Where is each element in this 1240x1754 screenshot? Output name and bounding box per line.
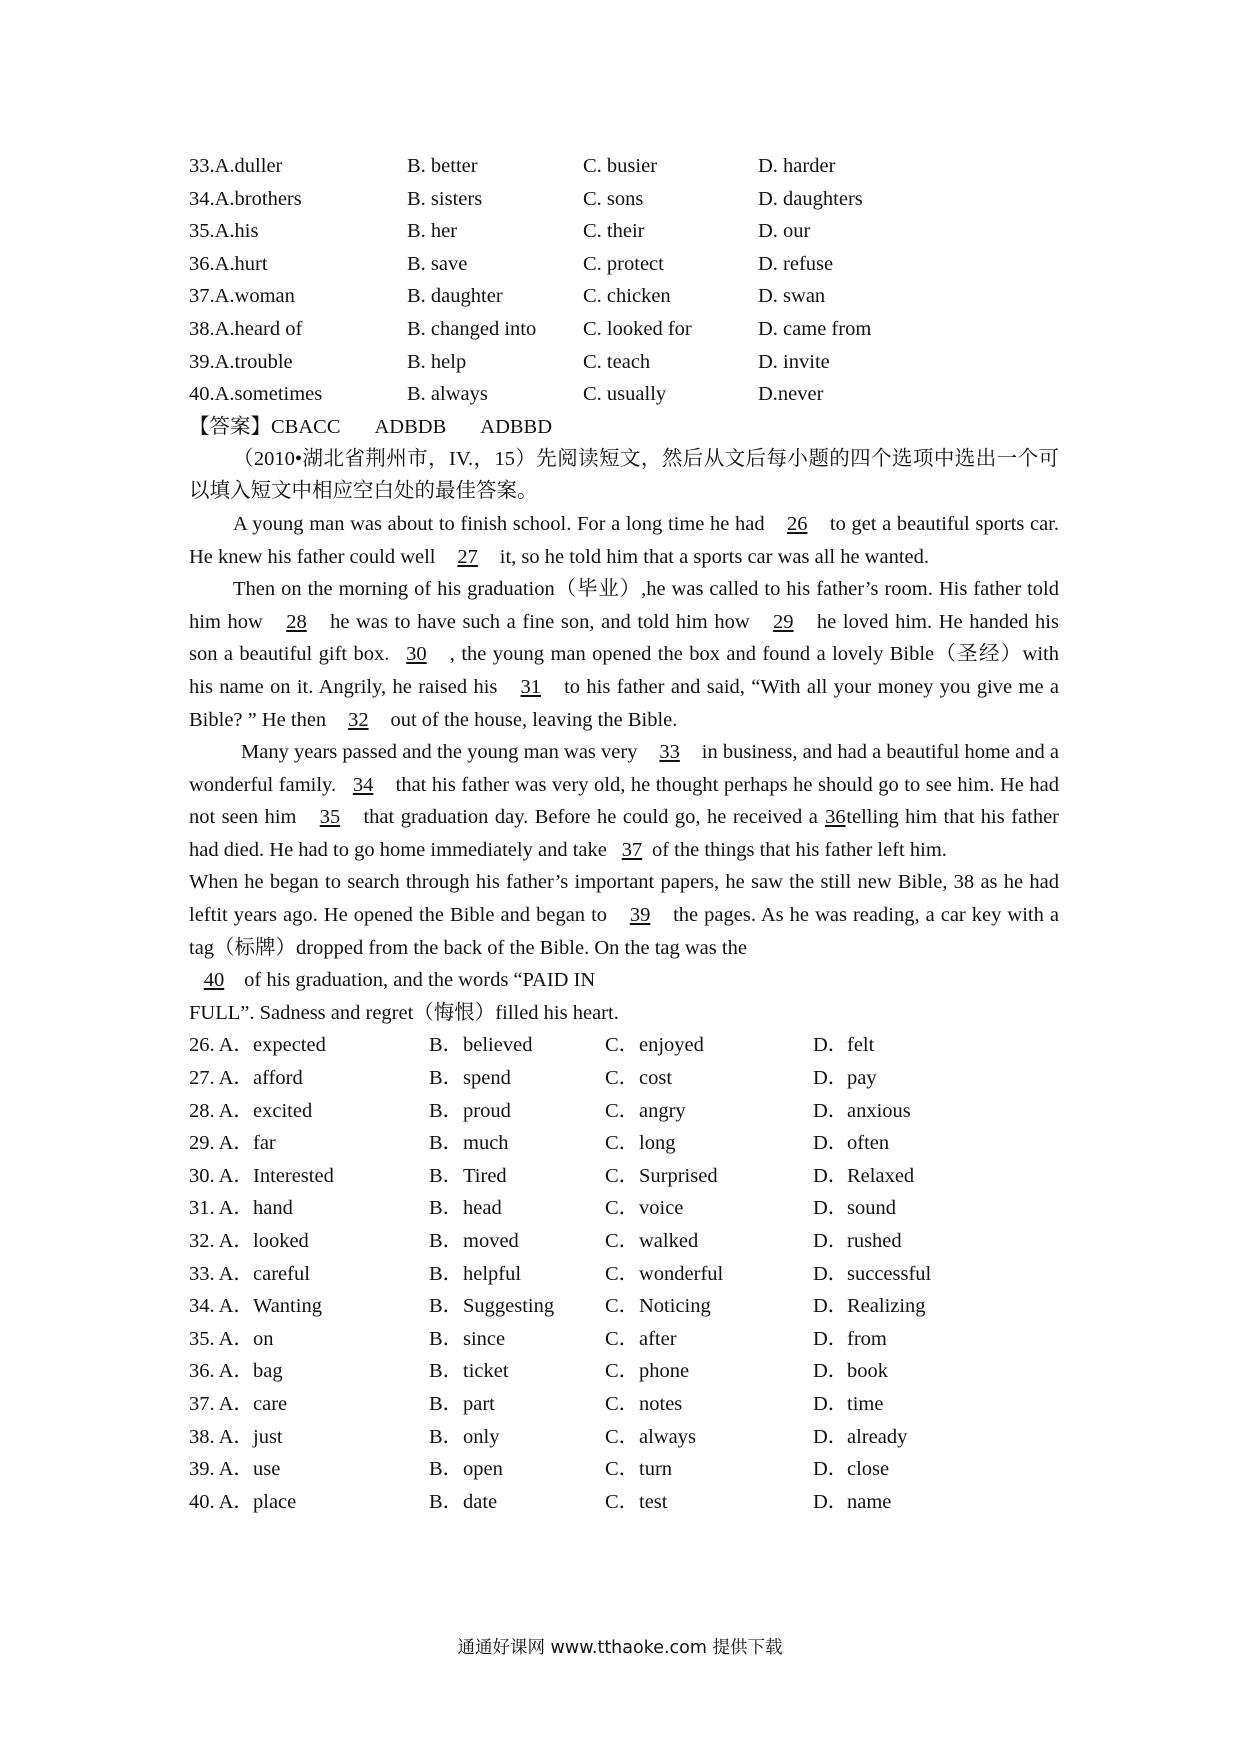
blank-30: 30 <box>406 643 427 666</box>
option-row: 27. A． afford B． spend C． cost D． pay <box>189 1067 877 1090</box>
option-row: 38. A． just B． only C． always D． already <box>189 1425 908 1448</box>
option-row: 35. A． on B． since C． after D． from <box>189 1327 887 1350</box>
blank-28: 28 <box>286 610 307 633</box>
answer-label: 【答案】CBACC <box>189 415 341 438</box>
option-row: 31. A． hand B． head C． voice D． sound <box>189 1197 896 1220</box>
option-row: 33.A.duller B. better C. busier D. harder <box>189 155 836 177</box>
blank-35: 35 <box>319 806 341 829</box>
answer-group-3: ADBBD <box>480 415 553 438</box>
option-row: 26. A． expected B． believed C． enjoyed D． felt <box>189 1034 875 1057</box>
blank-36: 36 <box>825 806 846 829</box>
blank-32: 32 <box>348 708 369 731</box>
page-footer: 通通好课网 www.tthaoke.com 提供下载 <box>457 1638 783 1658</box>
option-row: 40.A.sometimes B. always C. usually D.never <box>189 383 824 406</box>
blank-27: 27 <box>457 545 478 568</box>
option-row: 35.A.his B. her C. their D. our <box>189 220 811 243</box>
blank-31: 31 <box>520 675 542 698</box>
blank-29: 29 <box>773 610 794 633</box>
option-row: 29. A． far B． much C． long D． often <box>189 1132 890 1155</box>
blank-37: 37 <box>621 838 643 861</box>
option-row: 30. A． Interested B． Tired C． Surprised D． Relaxed <box>189 1164 915 1187</box>
option-row: 39. A． use B． open C． turn D． close <box>189 1458 890 1481</box>
option-row: 39.A.trouble B. help C. teach D. invite <box>189 350 830 373</box>
passage-paragraph-2: Then on the morning of his graduation（毕业）,he was called to his father’s room. His father told him how 28 he was to have such a fine son, and told him how 29 he loved him. He handed his son a beautiful gift box. 30 , the young man opened the box and found a lovely Bible（圣经）with his name on it. Angrily, he raised his 31 to his father and said, “With all your money you give me a Bible? ” He then 32 out of the house, leaving the Bible. <box>189 573 1059 736</box>
options-list-2 <box>189 1029 1059 1518</box>
answer-key <box>189 411 1059 443</box>
option-row: 34. A． Wanting B． Suggesting C． Noticing D． Realizing <box>189 1295 926 1318</box>
instructions: （2010•湖北省荆州市，IV.，15）先阅读短文，然后从文后每小题的四个选项中选出一个可以填入短文中相应空白处的最佳答案。 <box>189 447 1059 503</box>
answer-group-2: ADBDB <box>374 415 447 438</box>
option-row: 34.A.brothers B. sisters C. sons D. daughters <box>189 187 863 210</box>
passage-paragraph-1: A young man was about to finish school. For a long time he had 26 to get a beautiful sports car. He knew his father could well 27 it, so he told him that a sports car was all he wanted. <box>189 508 1059 573</box>
option-row: 36.A.hurt B. save C. protect D. refuse <box>189 252 834 275</box>
blank-33: 33 <box>659 741 680 764</box>
options-list-1 <box>189 150 1059 411</box>
blank-26: 26 <box>786 512 808 535</box>
document-page <box>189 150 1059 1518</box>
blank-39: 39 <box>629 904 651 927</box>
option-row: 33. A． careful B． helpful C． wonderful D． successful <box>189 1262 932 1285</box>
option-row: 36. A． bag B． ticket C． phone D． book <box>189 1360 888 1383</box>
option-row: 32. A． looked B． moved C． walked D． rushed <box>189 1230 902 1252</box>
passage-paragraph-4: When he began to search through his father’s important papers, he saw the still new Bible, 38 as he had leftit years ago. He opened the Bible and began to 39 the pages. As he was reading, a car key with a tag（标牌）dropped from the back of the Bible. On the tag was the 40 of his graduation, and the words “PAID IN FULL”. Sadness and regret（悔恨）filled his heart. <box>189 871 1059 1024</box>
passage-paragraph-3: Many years passed and the young man was very 33 in business, and had a beautiful home and a wonderful family. 34 that his father was very old, he thought perhaps he should go to see him. He had not seen him 35 that graduation day. Before he could go, he received a 36telling him that his father had died. He had to go home immediately and take 37 of the things that his father left him. <box>189 736 1059 866</box>
option-row: 28. A． excited B． proud C． angry D． anxious <box>189 1099 911 1122</box>
option-row: 37. A． care B． part C． notes D． time <box>189 1392 884 1415</box>
option-row: 40. A． place B． date C． test D． name <box>189 1490 892 1513</box>
blank-40: 40 <box>203 969 225 992</box>
option-row: 38.A.heard of B. changed into C. looked for D. came from <box>189 317 872 340</box>
blank-34: 34 <box>352 773 374 796</box>
option-row: 37.A.woman B. daughter C. chicken D. swan <box>189 285 826 308</box>
